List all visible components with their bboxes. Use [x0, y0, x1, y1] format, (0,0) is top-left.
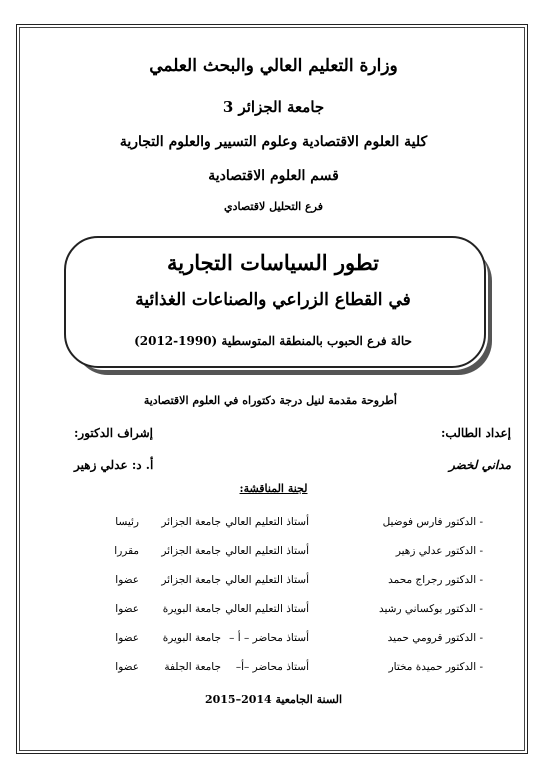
- member-role: عضوا: [115, 632, 139, 644]
- member-name: - الدكتور حميدة مختار: [388, 661, 483, 673]
- member-name: - الدكتور بوكساني رشيد: [379, 603, 483, 615]
- member-name: - الدكتور قرومي حميد: [387, 632, 483, 644]
- member-name: - الدكتور فارس فوضيل: [382, 516, 483, 528]
- faculty-heading: كلية العلوم الاقتصادية وعلوم التسيير والعلوم التجارية: [119, 134, 428, 150]
- thesis-subtitle: في القطاع الزراعي والصناعات الغذائية: [135, 290, 411, 310]
- member-name: - الدكتور عدلي زهير: [395, 545, 483, 557]
- member-role: رئيسا: [115, 516, 139, 528]
- committee-title: لجنة المناقشة:: [239, 482, 308, 495]
- member-university: جامعة الجزائر: [161, 516, 221, 528]
- member-name: - الدكتور رجراج محمد: [388, 574, 483, 586]
- member-rank: أستاذ التعليم العالي: [225, 516, 309, 528]
- member-university: جامعة الجلفة: [164, 661, 221, 673]
- member-rank: أستاذ التعليم العالي: [225, 603, 309, 615]
- thesis-title: تطور السياسات التجارية: [167, 250, 379, 275]
- committee-row: [0, 603, 547, 621]
- member-role: عضوا: [115, 603, 139, 615]
- academic-year: السنة الجامعية 2014–2015: [204, 693, 343, 706]
- member-rank: أستاذ التعليم العالي: [225, 545, 309, 557]
- supervisor-label: إشراف الدكتور:: [74, 426, 154, 440]
- member-role: عضوا: [115, 661, 139, 673]
- member-rank: أستاذ محاضر –أ–: [235, 661, 309, 673]
- supervisor-name: أ. د: عدلي زهير: [74, 458, 154, 472]
- member-role: مقررا: [114, 545, 139, 557]
- committee-row: [0, 661, 547, 679]
- member-rank: أستاذ التعليم العالي: [225, 574, 309, 586]
- committee-row: [0, 632, 547, 650]
- university-heading: جامعة الجزائر 3: [222, 98, 325, 116]
- committee-row: [0, 574, 547, 592]
- member-university: جامعة البويرة: [162, 603, 221, 615]
- member-university: جامعة الجزائر: [161, 574, 221, 586]
- prepared-by-label: إعداد الطالب:: [440, 426, 511, 440]
- thesis-degree-note: أطروحة مقدمة لنيل درجة دكتوراه في العلوم الاقتصادية: [143, 394, 397, 407]
- committee-row: [0, 516, 547, 534]
- student-name: مداني لخضر: [448, 458, 511, 472]
- member-university: جامعة البويرة: [162, 632, 221, 644]
- branch-heading: فرع التحليل لاقتصادي: [224, 200, 323, 213]
- member-rank: أستاذ محاضر – أ –: [229, 632, 309, 644]
- ministry-heading: وزارة التعليم العالي والبحث العلمي: [149, 56, 398, 76]
- member-university: جامعة الجزائر: [161, 545, 221, 557]
- thesis-case-study: حالة فرع الحبوب بالمنطقة المتوسطية (1990-2012): [134, 334, 412, 348]
- member-role: عضوا: [115, 574, 139, 586]
- committee-row: [0, 545, 547, 563]
- department-heading: قسم العلوم الاقتصادية: [208, 168, 339, 184]
